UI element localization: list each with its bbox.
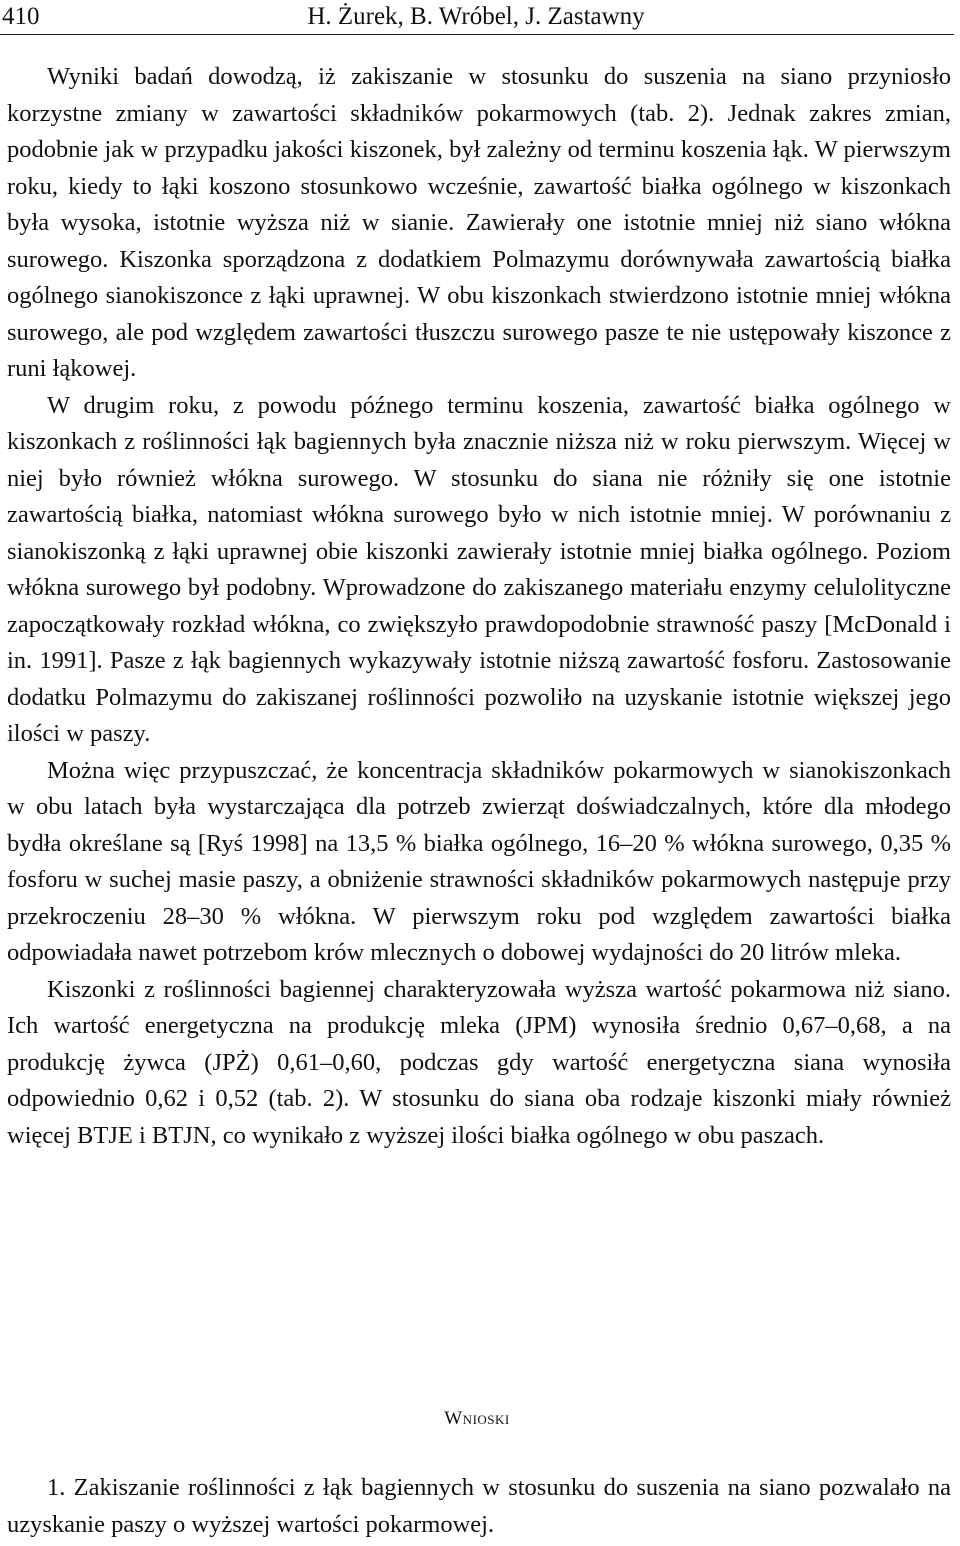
paragraph: W drugim roku, z powodu późnego terminu koszenia, zawartość białka ogólnego w kiszonkach z roślinności łąk bagiennych była znacznie niższa niż w roku pierwszym. Więcej w niej było również włókna surowego. W stosunku do siana nie różniły się one istotnie zawartością białka, natomiast włókna surowego było w nich istotnie mniej. W porównaniu z sianokiszonką z łąki uprawnej obie kiszonki zawierały istotnie mniej białka ogólnego. Poziom włókna surowego był podobny. Wprowadzone do zakiszanego materiału enzymy celulolityczne zapoczątkowały rozkład włókna, co zwiększyło prawdopodobnie strawność paszy [McDonald i in. 1991]. Pasze z łąk bagiennych wykazywały istotnie niższą zawartość fosforu. Zastosowanie dodatku Polmazymu do zakiszanej roślinności pozwoliło na uzyskanie istotnie większej jego ilości w paszy. xyxy=(7,391,951,747)
paragraph: Wyniki badań dowodzą, iż zakiszanie w stosunku do suszenia na siano przyniosło korzystne zmiany w zawartości składników pokarmowych (tab. 2). Jednak zakres zmian, podobnie jak w przypadku jakości kiszonek, był zależny od terminu koszenia łąk. W pierwszym roku, kiedy to łąki koszono stosunkowo wcześnie, zawartość białka ogólnego w kiszonkach była wysoka, istotnie wyższa niż w sianie. Zawierały one istotnie mniej niż siano włókna surowego. Kiszonka sporządzona z dodatkiem Polmazymu dorównywała zawartością białka ogólnego sianokiszonce z łąki uprawnej. W obu kiszonkach stwierdzono istotnie mniej włókna surowego, ale pod względem zawartości tłuszczu surowego pasze te nie ustępowały kiszonce z runi łąkowej. xyxy=(7,63,951,382)
page-number: 410 xyxy=(2,3,40,30)
body-text xyxy=(7,59,951,1154)
conclusions-list xyxy=(7,1470,951,1543)
conclusion-item: 1. Zakiszanie roślinności z łąk bagiennych w stosunku do suszenia na siano pozwalało na uzyskanie paszy o wyższej wartości pokarmowej. xyxy=(7,1474,951,1538)
page-header xyxy=(0,0,952,36)
section-title: Wnioski xyxy=(444,1408,510,1429)
paragraph: Kiszonki z roślinności bagiennej charakteryzowała wyższa wartość pokarmowa niż siano. Ich wartość energetyczna na produkcję mleka (JPM) wynosiła średnio 0,67–0,68, a na produkcję żywca (JPŻ) 0,61–0,60, podczas gdy wartość energetyczna siana wynosiła odpowiednio 0,62 i 0,52 (tab. 2). W stosunku do siana oba rodzaje kiszonki miały również więcej BTJE i BTJN, co wynikało z wyższej ilości białka ogólnego w obu paszach. xyxy=(7,975,951,1149)
running-head: H. Żurek, B. Wróbel, J. Zastawny xyxy=(307,3,645,30)
paragraph: Można więc przypuszczać, że koncentracja składników pokarmowych w sianokiszonkach w obu latach była wystarczająca dla potrzeb zwierząt doświadczalnych, które dla młodego bydła określane są [Ryś 1998] na 13,5 % białka ogólnego, 16–20 % włókna surowego, 0,35 % fosforu w suchej masie paszy, a obniżenie strawności składników pokarmowych następuje przy przekroczeniu 28–30 % włókna. W pierwszym roku pod względem zawartości białka odpowiadała nawet potrzebom krów mlecznych o dobowej wydajności do 20 litrów mleka. xyxy=(7,756,951,966)
header-rule xyxy=(0,34,954,35)
